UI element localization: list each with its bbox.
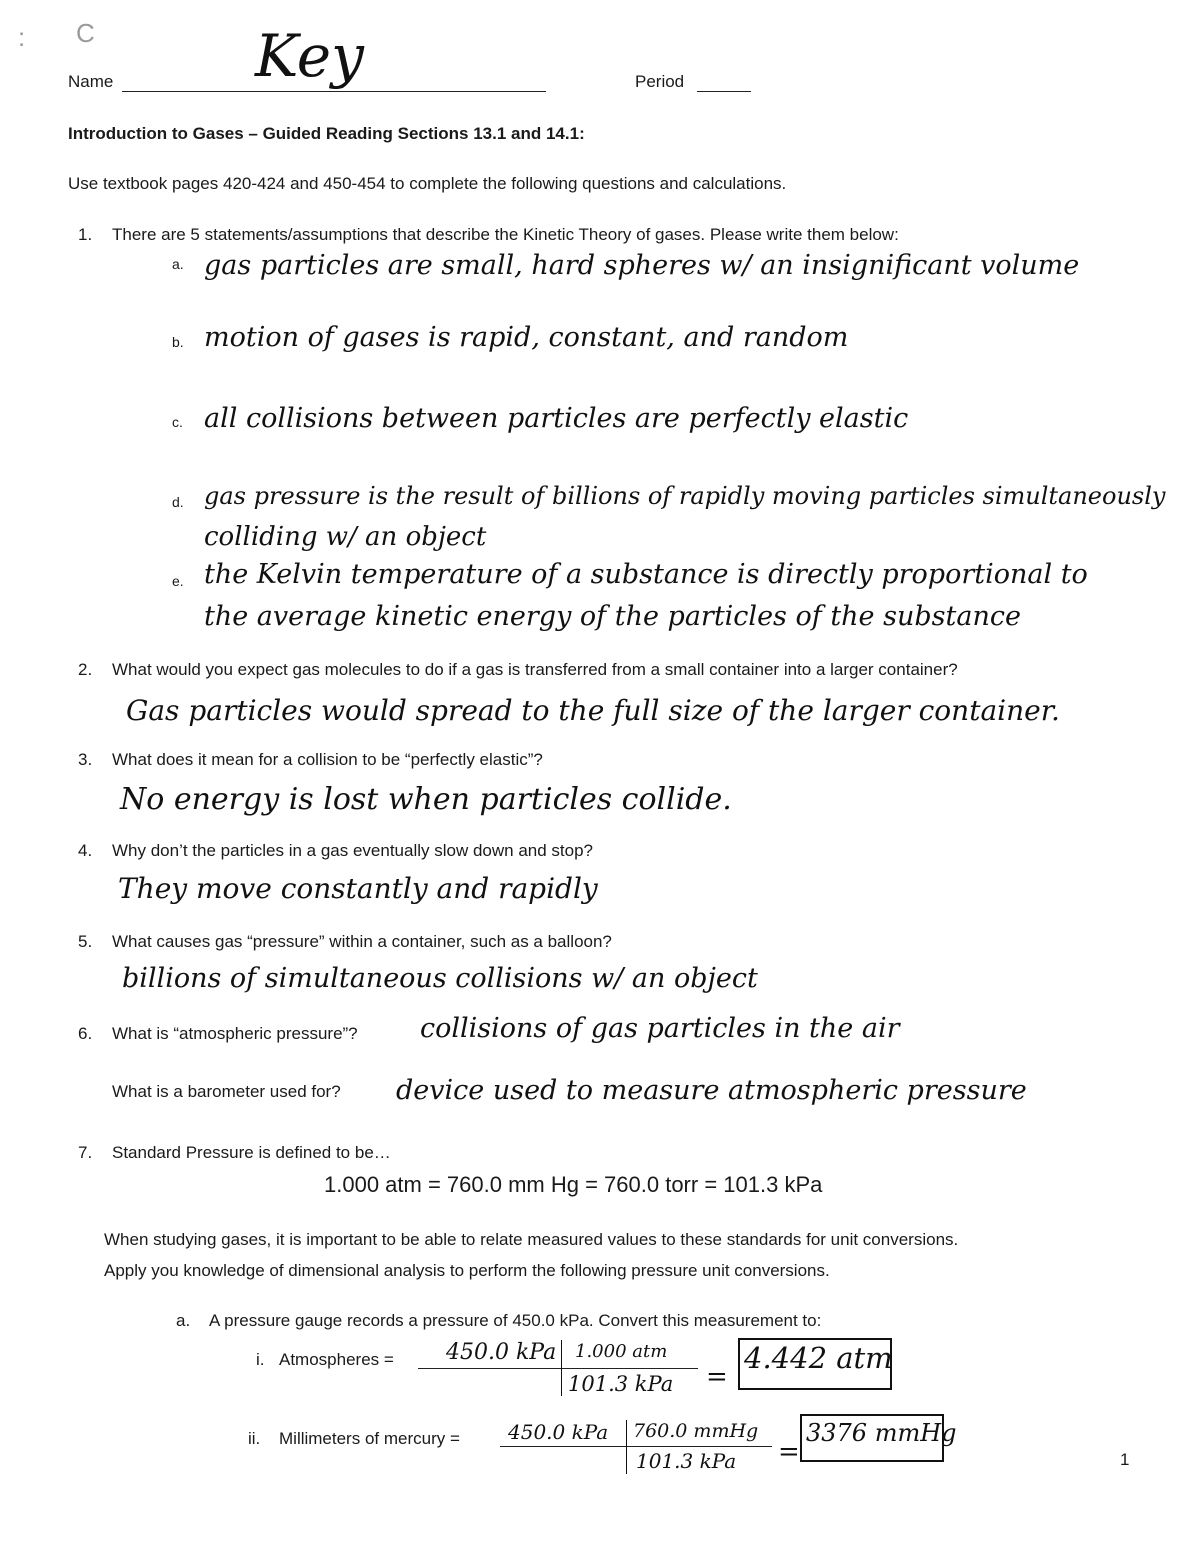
question-number: 1. [78,225,93,244]
item-letter: c. [172,414,183,430]
answer-text: No energy is lost when particles collide. [120,782,732,817]
question-text: There are 5 statements/assumptions that describe the Kinetic Theory of gases. Please write them below: [112,225,899,244]
answer-text: the Kelvin temperature of a substance is directly proportional to [204,559,1088,590]
name-value: Key [255,22,364,90]
question-text: What would you expect gas molecules to do if a gas is transferred from a small container into a larger container? [112,660,958,679]
answer-text: colliding w/ an object [204,522,487,552]
answer-text: the average kinetic energy of the particles of the substance [204,601,1021,632]
answer-text: They move constantly and rapidly [118,872,598,905]
item-letter: d. [172,494,184,510]
answer-text: 450.0 kPa [446,1340,557,1365]
part-text: A pressure gauge records a pressure of 450.0 kPa. Convert this measurement to: [209,1311,822,1330]
question-text: What does it mean for a collision to be “perfectly elastic”? [112,750,543,769]
conversion-label: ii. [248,1429,261,1448]
part-letter: a. [176,1311,191,1330]
answer-text: 101.3 kPa [568,1372,674,1396]
question-text: What is a barometer used for? [112,1082,341,1101]
question-text: Standard Pressure is defined to be… [112,1143,391,1162]
answer-text: device used to measure atmospheric pressure [396,1075,1027,1106]
period-label: Period [635,72,685,91]
scan-mark: : [18,22,26,52]
answer-text: motion of gases is rapid, constant, and random [204,322,849,353]
answer-text: 3376 mmHg [806,1419,957,1447]
answer-text: all collisions between particles are perfectly elastic [204,403,909,434]
name-underline [122,91,546,92]
question-number: 5. [78,932,93,951]
standard-pressure-equation: 1.000 atm = 760.0 mm Hg = 760.0 torr = 101.3 kPa [324,1172,823,1197]
paragraph: Apply you knowledge of dimensional analysis to perform the following pressure unit conversions. [104,1261,830,1280]
item-letter: b. [172,334,184,350]
answer-text: gas pressure is the result of billions of rapidly moving particles simultaneously [204,482,1166,510]
question-number: 4. [78,841,93,860]
question-text: What is “atmospheric pressure”? [112,1024,358,1043]
scan-mark: C [76,18,95,48]
fraction-divider [561,1340,562,1396]
conversion-label: i. [256,1350,265,1369]
page-number: 1 [1120,1450,1130,1469]
answer-text: 450.0 kPa [508,1420,609,1444]
equals-sign: = [706,1362,728,1392]
item-letter: a. [172,256,184,272]
answer-text: gas particles are small, hard spheres w/ an insignificant volume [204,250,1080,281]
question-number: 3. [78,750,93,769]
answer-underline [418,1368,698,1369]
instructions: Use textbook pages 420-424 and 450-454 to complete the following questions and calculations. [68,174,787,193]
answer-text: 4.442 atm [744,1341,893,1375]
answer-text: 760.0 mmHg [633,1420,759,1442]
question-number: 7. [78,1143,93,1162]
question-number: 2. [78,660,93,679]
conversion-text: Atmospheres = [279,1350,394,1369]
answer-text: Gas particles would spread to the full size of the larger container. [126,694,1060,727]
answer-text: collisions of gas particles in the air [420,1013,900,1044]
answer-underline [500,1446,772,1447]
paragraph: When studying gases, it is important to be able to relate measured values to these standards for unit conversions. [104,1230,959,1249]
fraction-divider [626,1420,627,1474]
period-underline [697,91,751,92]
conversion-text: Millimeters of mercury = [279,1429,460,1448]
equals-sign: = [778,1437,800,1467]
page-title: Introduction to Gases – Guided Reading Sections 13.1 and 14.1: [68,124,585,143]
answer-text: 1.000 atm [575,1341,668,1362]
question-number: 6. [78,1024,93,1043]
question-text: Why don’t the particles in a gas eventually slow down and stop? [112,841,593,860]
answer-text: billions of simultaneous collisions w/ an object [122,963,758,994]
question-text: What causes gas “pressure” within a container, such as a balloon? [112,932,612,951]
item-letter: e. [172,573,184,589]
answer-text: 101.3 kPa [636,1449,737,1473]
name-label: Name [68,72,114,91]
